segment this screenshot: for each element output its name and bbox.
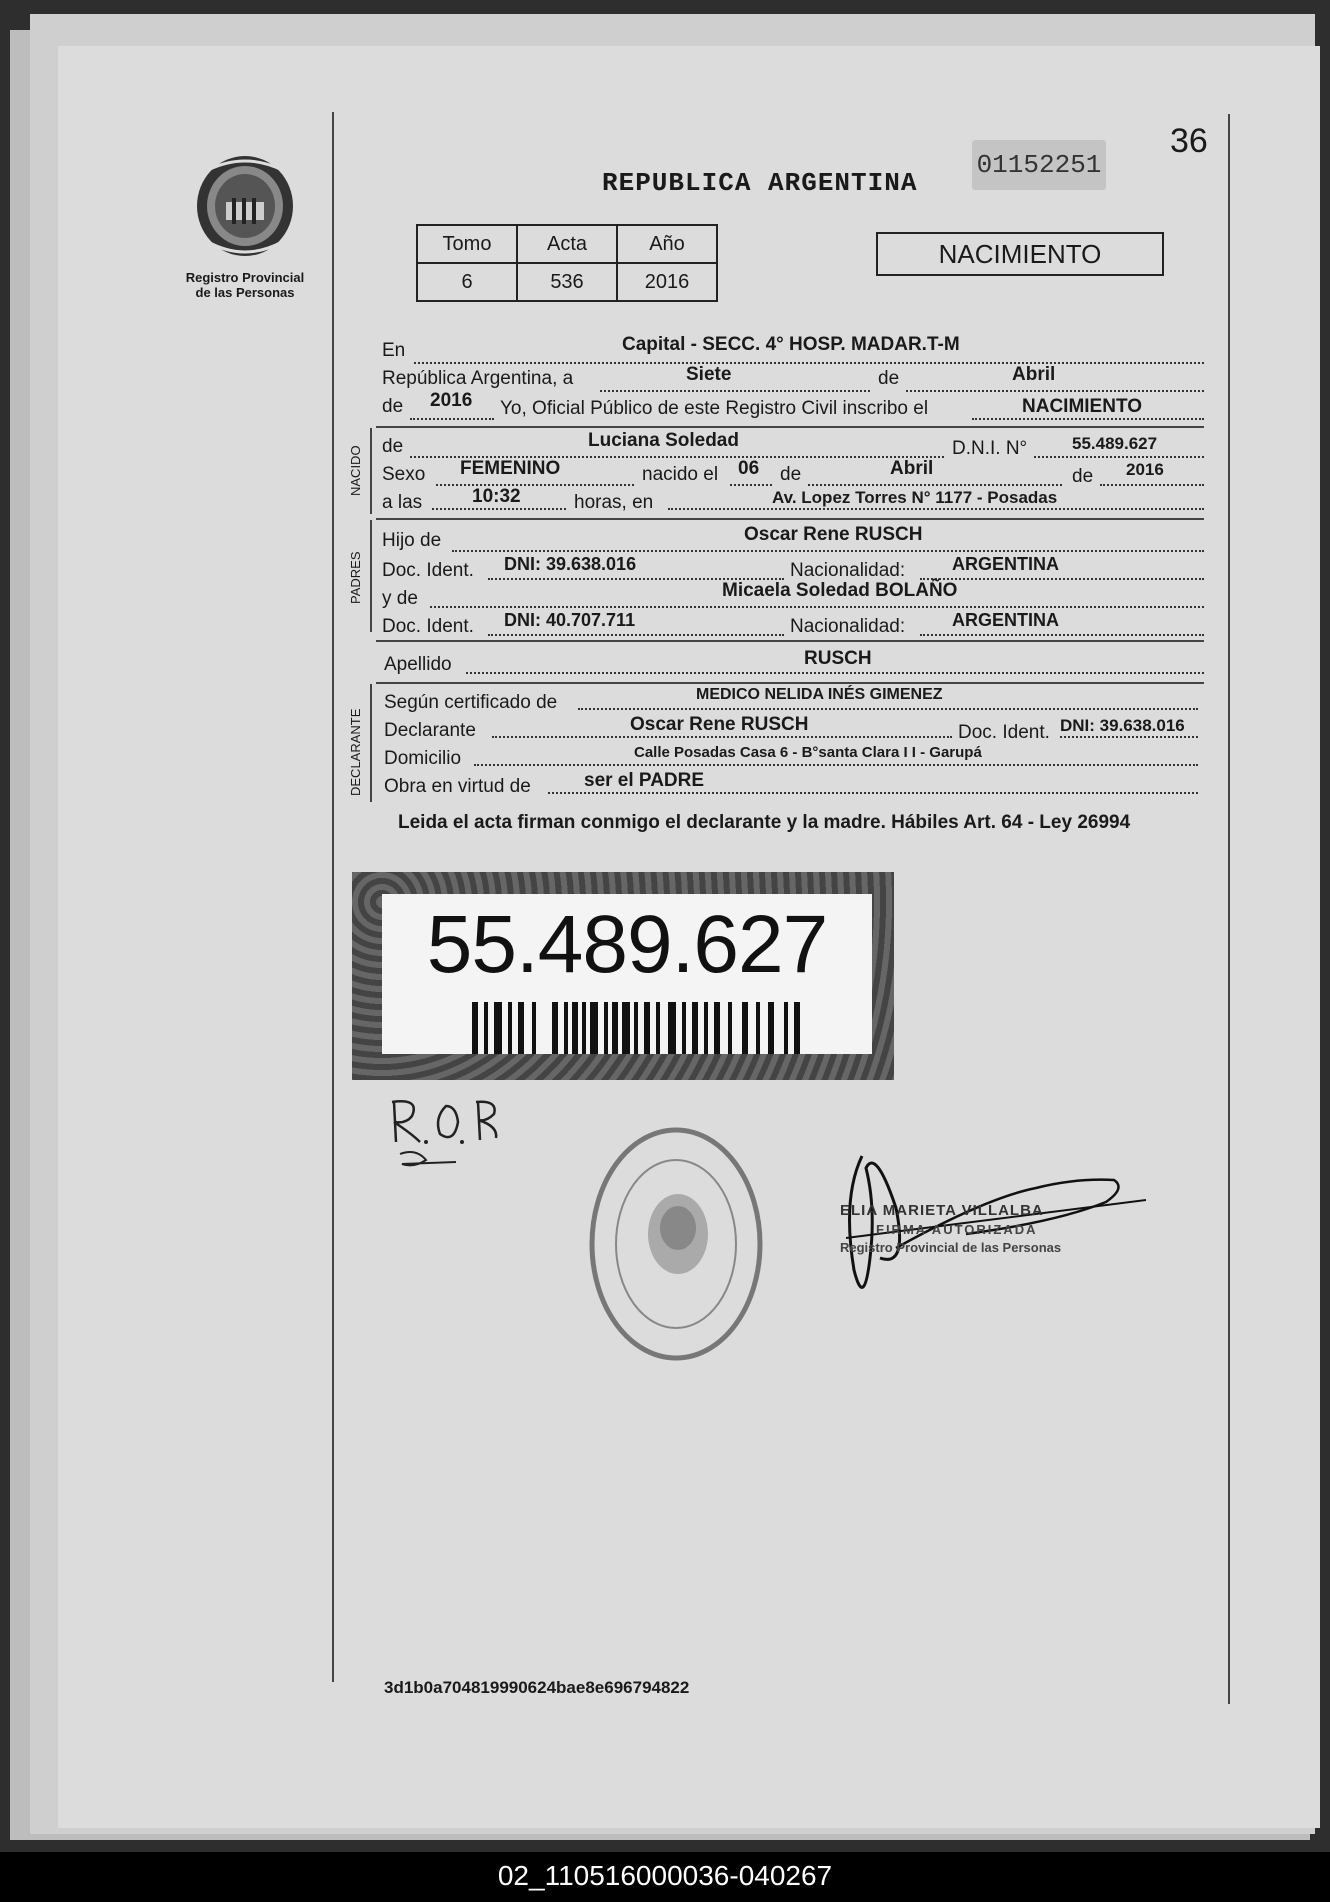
domicilio-label: Domicilio (384, 748, 462, 769)
mother-name: Micaela Soledad BOLAÑO (722, 580, 958, 601)
obra-dots (548, 792, 1198, 794)
hour-value: 10:32 (472, 486, 521, 507)
obra-value: ser el PADRE (584, 770, 705, 791)
inscribo-value: NACIMIENTO (1022, 396, 1142, 417)
value-acta: 536 (517, 263, 617, 301)
header-tomo: Tomo (417, 225, 517, 263)
record-type-box: NACIMIENTO (876, 232, 1164, 276)
yo-text: Yo, Oficial Público de este Registro Civil inscribo el (500, 398, 929, 419)
dni-sticker (352, 872, 894, 1080)
right-margin-line (1228, 114, 1230, 1704)
apellido-bottom-line (376, 682, 1204, 684)
section-declarante: DECLARANTE (348, 708, 363, 796)
scan-footer-code: 02_110516000036-040267 (497, 1860, 833, 1891)
birth-year: 2016 (1126, 460, 1164, 479)
apellido-value: RUSCH (804, 648, 872, 669)
de-label-3: de (382, 436, 404, 457)
misiones-seal-icon (190, 150, 300, 262)
day-value: Siete (686, 364, 732, 385)
padres-side-line (370, 520, 372, 632)
nacido-el-label: nacido el (642, 464, 719, 485)
signer-name: ELIA MARIETA VILLALBA (840, 1202, 1044, 1219)
republica-label: República Argentina, a (382, 368, 574, 389)
en-label: En (382, 340, 406, 361)
father-dots (452, 550, 1204, 552)
father-doc: DNI: 39.638.016 (504, 554, 637, 574)
hour-dots (432, 508, 566, 510)
segun-value: MEDICO NELIDA INÉS GIMENEZ (696, 686, 943, 703)
de-label-1: de (878, 368, 900, 389)
father-doc-label: Doc. Ident. (382, 560, 474, 581)
header-anio: Año (617, 225, 717, 263)
segun-label: Según certificado de (384, 692, 558, 713)
registry-label-line2: de las Personas (195, 285, 295, 300)
apellido-dots (466, 672, 1204, 674)
dni-sticker-number: 55.489.627 (426, 899, 828, 990)
declarante-value: Oscar Rene RUSCH (630, 714, 809, 735)
declarante-label: Declarante (384, 720, 476, 741)
mother-nat: ARGENTINA (952, 610, 1059, 630)
month-value: Abril (1012, 364, 1056, 385)
dni-sticker-inner (382, 894, 872, 1054)
declarante-doc-label: Doc. Ident. (958, 722, 1050, 743)
sexo-label: Sexo (382, 464, 426, 485)
dni-value: 55.489.627 (1072, 434, 1158, 453)
de-label-4: de (780, 464, 802, 485)
hijo-label: Hijo de (382, 530, 442, 551)
section-padres: PADRES (348, 551, 363, 604)
mother-doc: DNI: 40.707.711 (504, 610, 636, 630)
declarante-dots (492, 736, 952, 738)
sexo-dots (436, 484, 634, 486)
dni-label: D.N.I. N° (952, 438, 1028, 459)
father-nat-label: Nacionalidad: (790, 560, 906, 581)
de-label-5: de (1072, 466, 1094, 487)
volume-table-value-row (417, 263, 717, 301)
nacido-top-line (376, 426, 1204, 428)
document-hash: 3d1b0a704819990624bae8e696794822 (384, 1678, 690, 1697)
nacido-side-line (370, 428, 372, 514)
day-dots (600, 390, 870, 392)
father-nat-dots (920, 578, 1204, 580)
mother-nat-label: Nacionalidad: (790, 616, 906, 637)
mother-doc-label: Doc. Ident. (382, 616, 474, 637)
year-dots (410, 418, 494, 420)
birthmonth-dots (808, 484, 1062, 486)
padres-top-line (376, 518, 1204, 520)
declarante-doc-dots (1060, 736, 1198, 738)
domicilio-value: Calle Posadas Casa 6 - B°santa Clara I I - Garupá (634, 744, 982, 761)
de-label-2: de (382, 396, 404, 417)
birthyear-dots (1100, 484, 1204, 486)
birthday-dots (730, 484, 772, 486)
sexo-value: FEMENINO (460, 458, 561, 479)
inscribo-dots (972, 418, 1204, 420)
mother-doc-dots (488, 634, 784, 636)
signer-org: Registro Provincial de las Personas (840, 1240, 1062, 1255)
dni-dots (1034, 456, 1204, 458)
horas-label: horas, en (574, 492, 654, 513)
birth-month: Abril (890, 458, 934, 479)
yde-label: y de (382, 588, 418, 609)
birth-day: 06 (738, 458, 760, 479)
registry-label (160, 270, 330, 300)
value-anio: 2016 (617, 263, 717, 301)
left-margin-line (332, 112, 334, 1682)
declarante-side-line (370, 684, 372, 802)
mother-nat-dots (920, 634, 1204, 636)
alas-label: a las (382, 492, 423, 513)
en-dots (414, 362, 1204, 364)
closing-text: Leida el acta firman conmigo el declarante y la madre. Hábiles Art. 64 - Ley 26994 (398, 812, 1131, 833)
handwritten-initials-icon (386, 1094, 506, 1174)
signer-role: FIRMA AUTORIZADA (876, 1222, 1038, 1237)
birth-place: Av. Lopez Torres N° 1177 - Posadas (772, 488, 1058, 507)
year-value: 2016 (430, 390, 473, 411)
declarante-doc: DNI: 39.638.016 (1060, 716, 1185, 735)
official-stamp-icon (588, 1124, 764, 1364)
segun-dots (578, 708, 1198, 710)
domicilio-dots (474, 764, 1198, 766)
serial-number: 01152251 (972, 140, 1106, 190)
padres-bottom-line (376, 640, 1204, 642)
barcode-icon (472, 1002, 802, 1054)
obra-label: Obra en virtud de (384, 776, 531, 797)
father-name: Oscar Rene RUSCH (744, 524, 923, 545)
header-acta: Acta (517, 225, 617, 263)
apellido-label: Apellido (384, 654, 452, 675)
registry-label-line1: Registro Provincial (185, 270, 305, 285)
section-nacido: NACIDO (348, 445, 363, 496)
en-value: Capital - SECC. 4° HOSP. MADAR.T-M (622, 334, 960, 355)
child-name: Luciana Soledad (588, 430, 739, 451)
mother-dots (430, 606, 1204, 608)
father-nat: ARGENTINA (952, 554, 1059, 574)
page-number: 36 (1170, 122, 1208, 160)
value-tomo: 6 (417, 263, 517, 301)
volume-table (416, 224, 718, 302)
month-dots (906, 390, 1204, 392)
volume-table-header-row (417, 225, 717, 263)
place-dots (668, 508, 1204, 510)
page-title: REPUBLICA ARGENTINA (602, 168, 918, 198)
